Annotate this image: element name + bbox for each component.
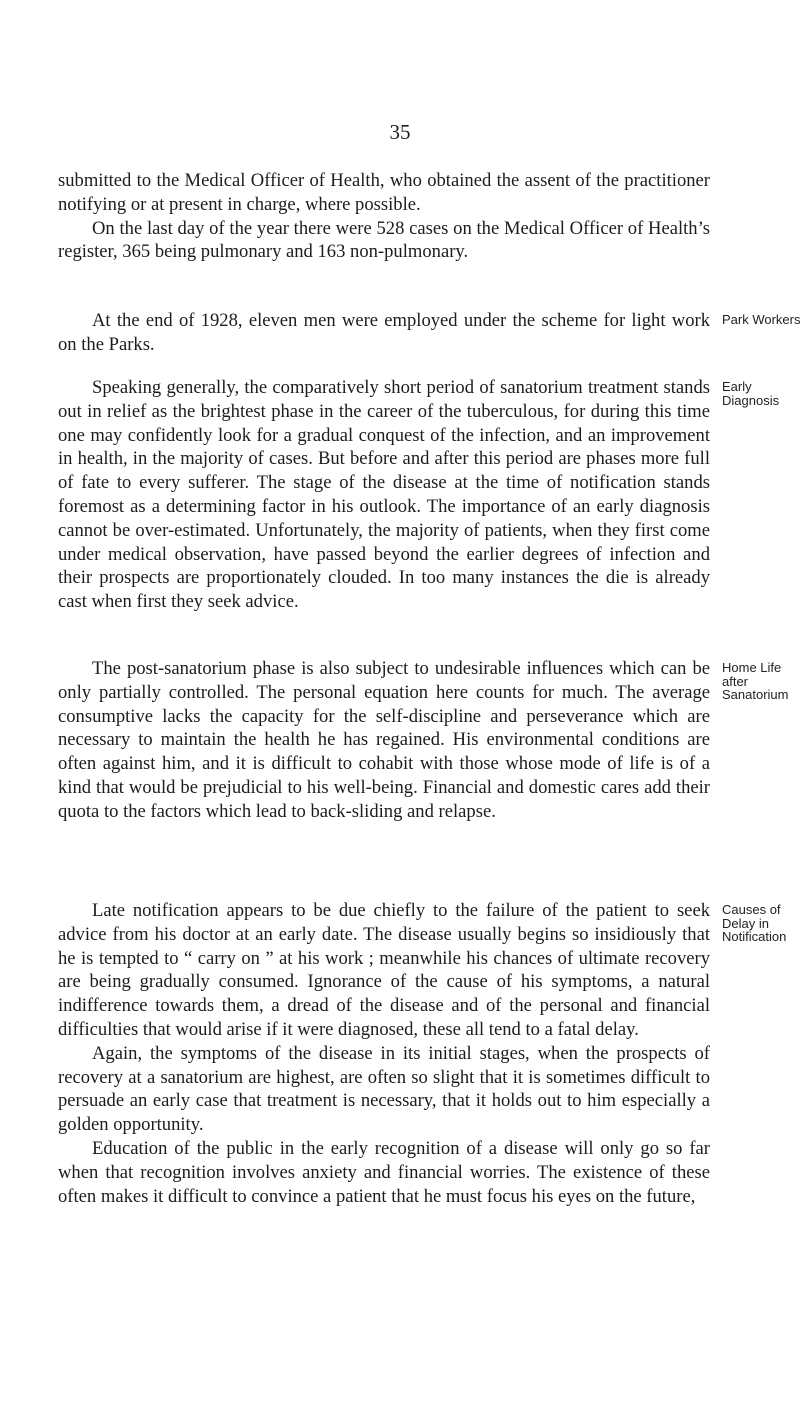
paragraph-assent: submitted to the Medical Officer of Health, who obtained the assent of the practitioner notifying or at present in charge, where possible.	[58, 170, 710, 215]
paragraph-late-notification: Late notification appears to be due chiefly to the failure of the patient to seek advice from his doctor at an early date. The disease usually begins so insidiously that he is tempted to “ carry on ” at his work ; meanwhile his chances of ultimate recovery are being gradually consumed. Ignorance of the cause of his symptoms, a natural indifference towards them, a dread of the disease and of the personal and financial difficulties that would arise if it were diagnosed, these all tend to a fatal delay.	[58, 900, 710, 1040]
section-home-life	[58, 657, 710, 824]
section-late-notification	[58, 899, 710, 1208]
section-notifications	[58, 169, 710, 264]
paragraph-early-diagnosis: Speaking generally, the comparatively short period of sanatorium treatment stands out in relief as the brightest phase in the career of the tuberculous, for during this time one may confidently look for a gradual conquest of the infection, and an improvement in health, in the majority of cases. But before and after this period are phases more full of fate to every sufferer. The stage of the disease at the time of notification stands foremost as a determining factor in his outlook. The importance of an early diagnosis cannot be over-estimated. Unfortunately, the majority of patients, when they first come under medical observation, have passed beyond the earlier degrees of infection and their prospects are proportionately clouded. In too many instances the die is already cast when first they seek advice.	[58, 377, 710, 613]
margin-note-causes-of-delay: Causes of Delay in Notification	[722, 902, 787, 944]
margin-note-home-life: Home Life after Sanatorium	[722, 660, 789, 702]
section-early-diagnosis	[58, 376, 710, 614]
paragraph-register-cases: On the last day of the year there were 528 cases on the Medical Officer of Health’s register, 365 being pulmonary and 163 non-pulmonary.	[58, 217, 710, 263]
paragraph-post-sanatorium: The post-sanatorium phase is also subject to undesirable influences which can be only partially controlled. The personal equation here counts for much. The average consumptive lacks the capacity for the self-discipline and perseverance which are necessary to maintain the health he has regained. His environmental conditions are often against him, and it is difficult to cohabit with those whose mode of life is of a kind that would be prejudicial to his well-being. Financial and domestic cares add their quota to the factors which lead to back-sliding and relapse.	[58, 658, 710, 822]
paragraph-initial-symptoms: Again, the symptoms of the disease in its initial stages, when the prospects of recovery at a sanatorium are highest, are often so slight that it is sometimes difficult to persuade an early case that treatment is necessary, that it holds out to him especially a golden opportunity.	[58, 1042, 710, 1136]
section-park-workers	[58, 309, 710, 357]
paragraph-park-workers: At the end of 1928, eleven men were employed under the scheme for light work on the Parks.	[58, 310, 710, 355]
paragraph-public-education: Education of the public in the early recognition of a disease will only go so far when that recognition involves anxiety and financial worries. The existence of these often makes it difficult to convince a patient that he must focus his eyes on the future,	[58, 1137, 710, 1207]
margin-note-park-workers: Park Workers	[722, 312, 800, 327]
margin-note-early-diagnosis: Early Diagnosis	[722, 379, 780, 408]
page-number: 35	[389, 120, 411, 144]
